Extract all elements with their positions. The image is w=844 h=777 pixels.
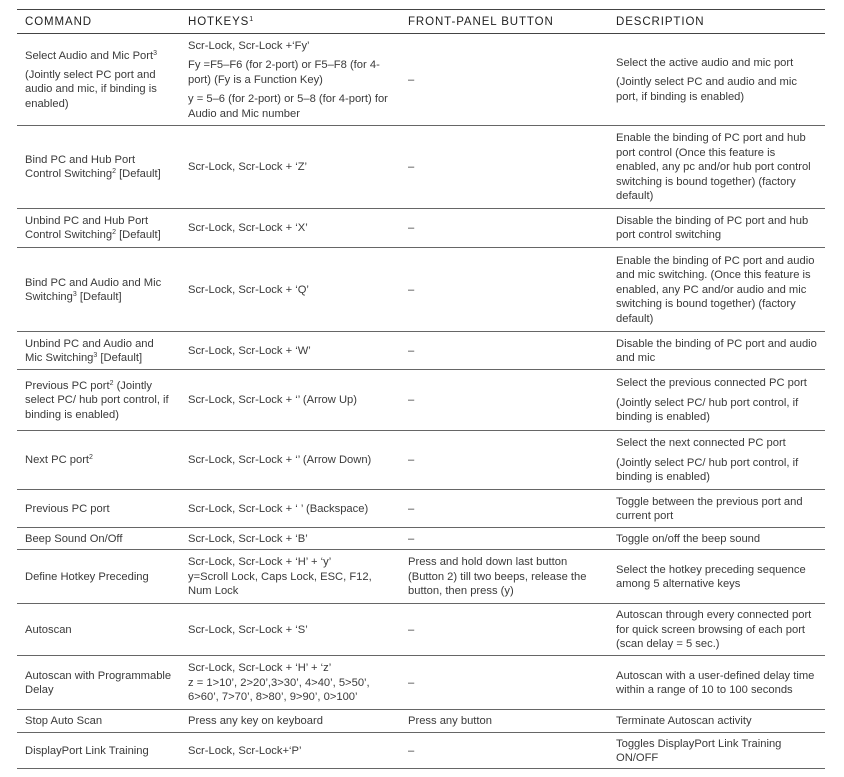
button-cell: –: [400, 126, 608, 209]
description-cell: Autoscan through every connected port for quick screen browsing of each port (scan delay = 5 sec.): [608, 604, 825, 656]
button-cell: –: [400, 604, 608, 656]
hotkey-cell: Scr-Lock, Scr-Lock + ‘’ (Arrow Up): [180, 370, 400, 431]
command-cell: Next PC port$^2$: [17, 431, 180, 490]
command-cell: Define Hotkey Preceding: [17, 550, 180, 604]
table-row: [17, 209, 825, 248]
description-cell: Terminate Autoscan activity: [608, 710, 825, 733]
button-cell: –: [400, 209, 608, 248]
hotkey-cell: Scr-Lock, Scr-Lock+‘P’: [180, 733, 400, 769]
button-cell: –: [400, 528, 608, 550]
header-command: COMMAND: [17, 10, 180, 34]
button-cell: Press any button: [400, 710, 608, 733]
command-cell: Bind PC and Audio and Mic Switching$^3$ [Default]: [17, 248, 180, 332]
description-cell: Select the previous connected PC port (Jointly select PC/ hub port control, if binding is enabled): [608, 370, 825, 431]
hotkey-cell: Scr-Lock, Scr-Lock + ‘Z’: [180, 126, 400, 209]
hotkey-table: [17, 9, 825, 769]
hotkey-cell: Scr-Lock, Scr-Lock + ‘ ’ (Backspace): [180, 490, 400, 528]
command-cell: Autoscan: [17, 604, 180, 656]
button-cell: –: [400, 656, 608, 710]
table-row: [17, 431, 825, 490]
description-cell: Toggles DisplayPort Link Training ON/OFF: [608, 733, 825, 769]
button-cell: –: [400, 34, 608, 126]
command-cell: DisplayPort Link Training: [17, 733, 180, 769]
description-cell: Select the hotkey preceding sequence among 5 alternative keys: [608, 550, 825, 604]
table-row: [17, 248, 825, 332]
command-cell: Autoscan with Programmable Delay: [17, 656, 180, 710]
button-cell: –: [400, 248, 608, 332]
description-cell: Disable the binding of PC port and audio and mic: [608, 332, 825, 370]
command-cell: Select Audio and Mic Port$^3$ (Jointly select PC port and audio and mic, if binding is enabled): [17, 34, 180, 126]
button-cell: –: [400, 431, 608, 490]
header-hotkeys-footnote: 1: [249, 16, 255, 23]
description-cell: Select the active audio and mic port (Jointly select PC and audio and mic port, if binding is enabled): [608, 34, 825, 126]
description-cell: Select the next connected PC port (Jointly select PC/ hub port control, if binding is enabled): [608, 431, 825, 490]
description-cell: Toggle on/off the beep sound: [608, 528, 825, 550]
hotkey-cell: Scr-Lock, Scr-Lock + ‘H’ + ‘z’ z = 1>10’, 2>20’,3>30’, 4>40’, 5>50’, 6>60’, 7>70’, 8>80’, 9>90’, 0>100’: [180, 656, 400, 710]
table-row: [17, 710, 825, 733]
table-row: [17, 126, 825, 209]
command-cell: Previous PC port: [17, 490, 180, 528]
hotkey-cell: Scr-Lock, Scr-Lock + ‘S’: [180, 604, 400, 656]
hotkey-cell: Press any key on keyboard: [180, 710, 400, 733]
table-row: [17, 604, 825, 656]
hotkey-cell: Scr-Lock, Scr-Lock + ‘B’: [180, 528, 400, 550]
description-cell: Disable the binding of PC port and hub port control switching: [608, 209, 825, 248]
command-cell: Bind PC and Hub Port Control Switching$^2$ [Default]: [17, 126, 180, 209]
command-cell: Beep Sound On/Off: [17, 528, 180, 550]
command-cell: Stop Auto Scan: [17, 710, 180, 733]
header-hotkeys: HOTKEYS$^1$: [180, 10, 400, 34]
command-cell: Unbind PC and Hub Port Control Switching$^2$ [Default]: [17, 209, 180, 248]
table-row: [17, 332, 825, 370]
description-cell: Autoscan with a user-defined delay time within a range of 10 to 100 seconds: [608, 656, 825, 710]
hotkey-cell: Scr-Lock, Scr-Lock + ‘Q’: [180, 248, 400, 332]
hotkey-cell: Scr-Lock, Scr-Lock + ‘X’: [180, 209, 400, 248]
button-cell: –: [400, 370, 608, 431]
button-cell: Press and hold down last button (Button 2) till two beeps, release the button, then press (y): [400, 550, 608, 604]
button-cell: –: [400, 490, 608, 528]
header-description: DESCRIPTION: [608, 10, 825, 34]
button-cell: –: [400, 733, 608, 769]
table-row: [17, 370, 825, 431]
hotkey-cell: Scr-Lock, Scr-Lock + ‘W’: [180, 332, 400, 370]
table-row: [17, 550, 825, 604]
table-row: [17, 656, 825, 710]
command-cell: Previous PC port$^2$ (Jointly select PC/ hub port control, if binding is enabled): [17, 370, 180, 431]
button-cell: –: [400, 332, 608, 370]
command-cell: Unbind PC and Audio and Mic Switching$^3$ [Default]: [17, 332, 180, 370]
table-row: [17, 733, 825, 769]
header-front-panel-button: FRONT-PANEL BUTTON: [400, 10, 608, 34]
description-cell: Enable the binding of PC port and hub port control (Once this feature is enabled, any pc and/or hub port control switching is bound together) (factory default): [608, 126, 825, 209]
table-row: [17, 490, 825, 528]
table-row: [17, 34, 825, 126]
hotkey-cell: Scr-Lock, Scr-Lock +‘Fy’ Fy =F5–F6 (for 2-port) or F5–F8 (for 4-port) (Fy is a Function Key) y = 5–6 (for 2-port) or 5–8 (for 4-port) for Audio and Mic number: [180, 34, 400, 126]
description-cell: Enable the binding of PC port and audio and mic switching. (Once this feature is enabled, any PC and/or audio and mic switching is bound together) (factory default): [608, 248, 825, 332]
hotkey-cell: Scr-Lock, Scr-Lock + ‘H’ + ‘y’ y=Scroll Lock, Caps Lock, ESC, F12, Num Lock: [180, 550, 400, 604]
description-cell: Toggle between the previous port and current port: [608, 490, 825, 528]
table-row: [17, 528, 825, 550]
header-row: [17, 10, 825, 34]
hotkey-cell: Scr-Lock, Scr-Lock + ‘’ (Arrow Down): [180, 431, 400, 490]
